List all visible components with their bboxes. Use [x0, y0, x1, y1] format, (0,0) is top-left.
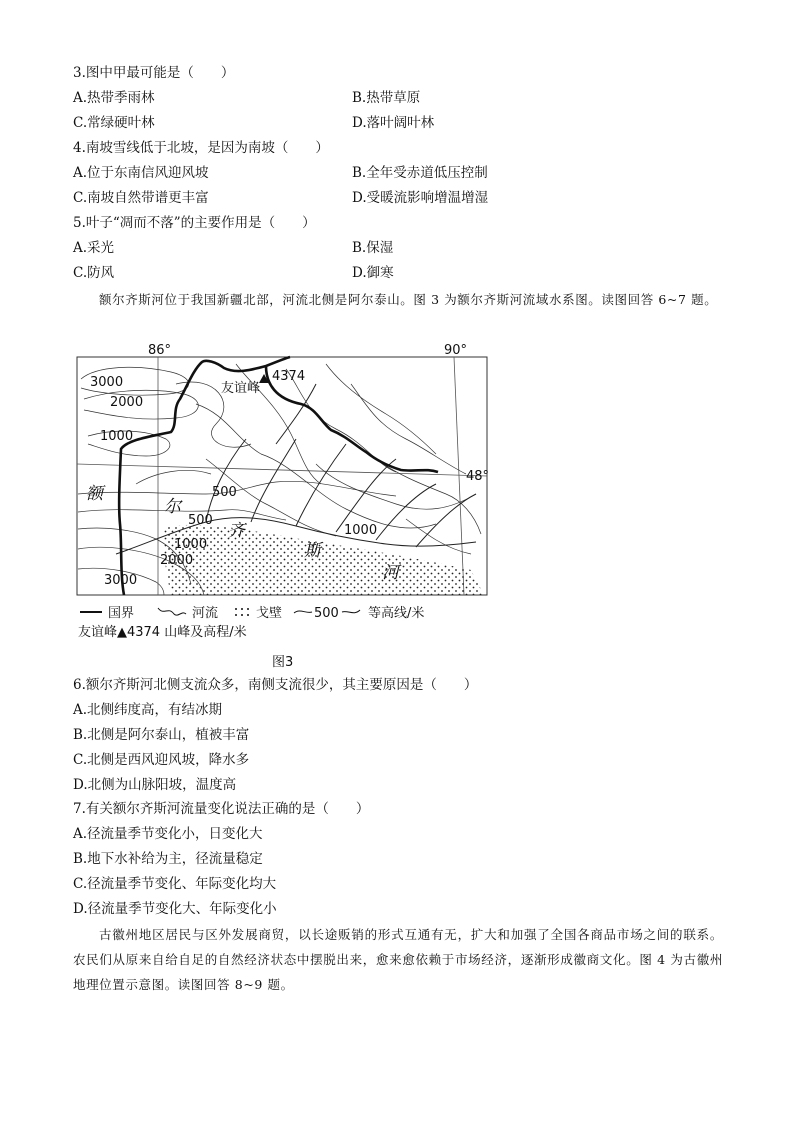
legend-border-label: 国界: [108, 606, 135, 621]
legend-contour-swatch-left: [294, 611, 312, 613]
q5-option-d: D.御寒: [352, 265, 394, 281]
legend-peak-label: 友谊峰▲4374 山峰及高程/米: [78, 625, 247, 640]
gobi-area: [163, 525, 484, 595]
intro-paragraph-irtysh: 额尔齐斯河位于我国新疆北部，河流北侧是阿尔泰山。图 3 为额尔齐斯河流域水系图。读图回答 6~7 题。: [99, 292, 718, 307]
legend-contour-value: 500: [314, 606, 339, 621]
contour-label-1000-east: 1000: [344, 523, 378, 538]
legend-contour-label: 等高线/米: [368, 606, 425, 621]
contour-label-1000-south: 1000: [174, 537, 208, 552]
q6-option-a: A.北侧纬度高，有结冰期: [73, 702, 223, 718]
contour-label-2000-south: 2000: [160, 553, 194, 568]
q7-option-b: B.地下水补给为主，径流量稳定: [73, 851, 263, 867]
legend-contour-swatch-right: [342, 610, 360, 613]
meridian-90: [454, 357, 464, 595]
legend-river-label: 河流: [192, 606, 219, 621]
q4-option-c: C.南坡自然带谱更丰富: [73, 190, 209, 206]
q4-option-b: B.全年受赤道低压控制: [352, 165, 488, 181]
lat-label: 48°: [465, 469, 489, 484]
contour-label-500-a: 500: [212, 485, 237, 500]
q7-stem: 7.有关额尔齐斯河流量变化说法正确的是（ ）: [73, 801, 370, 817]
contour-label-1000-west: 1000: [100, 429, 134, 444]
contour-label-3000-south: 3000: [104, 573, 138, 588]
q7-option-d: D.径流量季节变化大、年际变化小: [73, 901, 277, 917]
q7-option-c: C.径流量季节变化、年际变化均大: [73, 876, 277, 892]
intro-paragraph-huizhou: 古徽州地区居民与区外发展商贸，以长途贩销的形式互通有无，扩大和加强了全国各商品市场之间的联系。农民们从原来自给自足的自然经济状态中摆脱出来，愈来愈依赖于市场经济，逐渐形成徽商文化。图 4 为古徽州地理位置示意图。读图回答 8~9 题。: [73, 927, 723, 992]
q6-option-c: C.北侧是西风迎风坡，降水多: [73, 752, 250, 768]
lon-label-left: 86°: [148, 344, 172, 358]
q5-stem: 5.叶子“凋而不落”的主要作用是（ ）: [73, 215, 316, 231]
peak-name: 友谊峰: [221, 381, 261, 396]
q7-option-a: A.径流量季节变化小，日变化大: [73, 826, 263, 842]
river-char-3: 齐: [228, 521, 245, 541]
q5-option-c: C.防风: [73, 265, 115, 281]
irtysh-basin-map: [76, 344, 492, 640]
map-legend: [78, 605, 424, 640]
contour-label-500-b: 500: [188, 513, 213, 528]
river-char-4: 斯: [304, 541, 321, 561]
q3-option-b: B.热带草原: [352, 90, 421, 106]
q4-option-a: A.位于东南信风迎风坡: [73, 165, 209, 181]
q3-stem: 3.图中甲最可能是（ ）: [73, 65, 235, 81]
q5-option-b: B.保湿: [352, 240, 394, 256]
legend-gobi-swatch: [235, 608, 249, 616]
river-char-1: 额: [86, 484, 103, 504]
q3-option-d: D.落叶阔叶林: [352, 115, 435, 131]
q3-option-a: A.热带季雨林: [73, 90, 155, 106]
lon-label-right: 90°: [444, 344, 468, 358]
q4-stem: 4.南坡雪线低于北坡，是因为南坡（ ）: [73, 140, 329, 156]
q6-option-b: B.北侧是阿尔泰山，植被丰富: [73, 727, 250, 743]
q4-option-d: D.受暖流影响增温增湿: [352, 190, 489, 206]
river-char-2: 尔: [164, 497, 181, 517]
q6-option-d: D.北侧为山脉阳坡，温度高: [73, 777, 237, 793]
q3-option-c: C.常绿硬叶林: [73, 115, 155, 131]
q6-stem: 6.额尔齐斯河北侧支流众多，南侧支流很少，其主要原因是（ ）: [73, 677, 478, 693]
q5-option-a: A.采光: [73, 240, 115, 256]
legend-river-swatch: [158, 608, 186, 615]
river-char-5: 河: [382, 563, 399, 583]
legend-gobi-label: 戈壁: [256, 606, 283, 621]
figure-caption: 图3: [272, 655, 294, 670]
contour-label-2000-north: 2000: [110, 395, 144, 410]
contour-label-3000-north: 3000: [90, 375, 124, 390]
peak-height: 4374: [272, 369, 306, 384]
